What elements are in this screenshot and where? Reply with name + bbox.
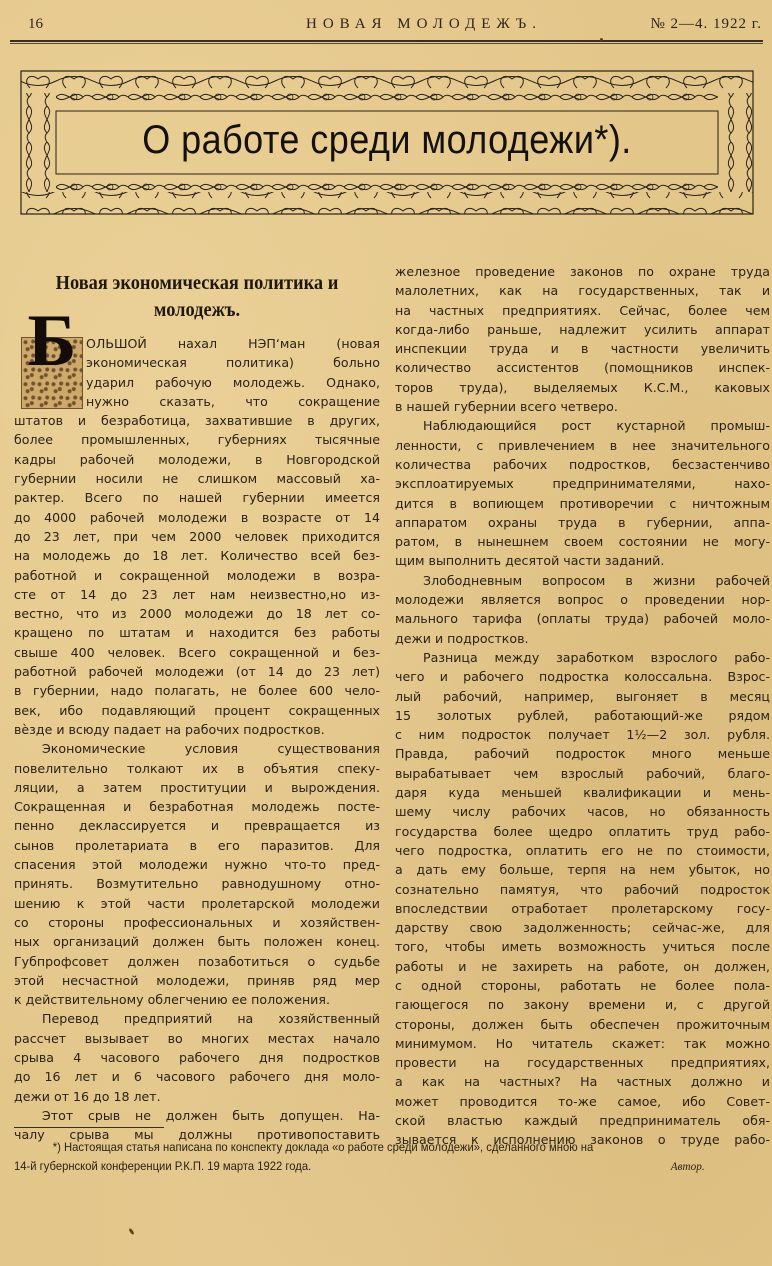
paper-speck	[600, 38, 603, 41]
text-line: штатов и безработица, захватившие в других,	[14, 413, 380, 429]
text-line: железное проведение законов по охране труда	[395, 264, 770, 279]
running-head	[26, 14, 762, 36]
text-line: Наблюдающийся рост кустарной промыш-	[423, 418, 770, 434]
text-line: вестно, что из 2000 молодежи до 18 лет со-	[14, 606, 380, 622]
text-line: провести на государственных предприятиях,	[395, 1055, 770, 1071]
text-line: ляции, а затем проституции и вырождения.	[14, 779, 380, 795]
text-line: впоследствии отработает пролетарскому госу-	[395, 900, 770, 916]
text-line: Правда, рабочий подросток много меньше	[395, 746, 770, 762]
footnote-rule	[14, 1127, 164, 1128]
text-line: работной и сокращенной молодежи в возра-	[14, 567, 380, 583]
text-line: в нашей губернии всего четверо.	[395, 399, 618, 415]
footnote-line-2	[14, 1157, 743, 1176]
text-line: дится в вопиющем противоречии с ничтожным	[395, 495, 770, 511]
text-line: свыше 400 человек. Всего сокращенной и без-	[14, 644, 380, 660]
footnote	[14, 1138, 743, 1176]
text-line: ратом, в нынешнем своем состоянии не могу-	[395, 534, 770, 550]
text-line: в губернии, надо полагать, не более 600 чело-	[14, 683, 380, 699]
text-line: а как на частных? На частных должно и	[395, 1074, 770, 1090]
page-number: 16	[28, 16, 43, 32]
header-rule	[10, 40, 763, 42]
text-line: того, чтобы иметь возможность учиться после	[395, 939, 770, 955]
text-line: Злободневным вопросом в жизни рабочей	[423, 572, 770, 588]
text-line: Экономические условия существования	[42, 741, 380, 757]
text-line: до 16 лет и 6 часового рабочего дня моло-	[14, 1069, 380, 1085]
text-line: чего подростка, оплатить его не по стоимости,	[395, 842, 770, 858]
subheading-line: Новая экономическая политика и	[55, 272, 339, 294]
text-line: вырабатывает чем взрослый рабочий, благо-	[395, 765, 770, 781]
text-line: шему числу рабочих часов, но обязанность	[395, 804, 770, 820]
text-line: вѐзде и всюду падает на рабочих подростков.	[14, 721, 325, 737]
text-line: сте от 14 до 23 лет нам неизвестно,но из-	[14, 586, 380, 602]
text-line: работной рабочей молодежи (от 14 до 23 лет)	[14, 664, 380, 680]
issue-number: № 2—4. 1922 г.	[650, 16, 762, 32]
text-line: торов труда), выделяемых К.С.М., каковых	[395, 379, 770, 395]
text-line: срыва 4 часового рабочего дня подростков	[14, 1049, 380, 1065]
text-line: этой несчастной молодежи, приняв ряд мер	[14, 972, 380, 988]
text-line: губернии носили не слишком массовый ха-	[14, 471, 380, 487]
text-line: до 4000 рабочей молодежи в возрасте от 14	[14, 509, 380, 525]
text-line: кадры рабочей молодежи, в Новгородской	[14, 451, 380, 467]
text-line: со стороны профессиональных и хозяйствен-	[14, 914, 380, 930]
footnote-line: 14-й губернской конференции Р.К.П. 19 марта 1922 года.	[14, 1160, 312, 1173]
journal-title: НОВАЯ МОЛОДЕЖЪ.	[305, 16, 543, 32]
ornamental-title-frame	[20, 70, 754, 215]
text-line: на молодежь до 18 лет. Количество всей без-	[14, 548, 380, 564]
text-line: ской властью каждый предприниматель обя-	[395, 1113, 770, 1129]
text-line: принять. Возмутительно равнодушному отно-	[14, 876, 380, 892]
text-line: работы и не захиреть на работе, он должен,	[395, 958, 770, 974]
text-line: пенно деклассируется и превращается из	[14, 818, 380, 834]
text-line: с одной стороны, работать не более пола-	[395, 977, 770, 993]
text-line: лый рабочий, например, выгоняет в месяц	[395, 688, 770, 704]
text-line: рактер. Всего по нашей губернии имеется	[14, 490, 380, 506]
text-line: более промышленных, губерниях тысячные	[14, 432, 380, 448]
text-line: дежи и подростков.	[395, 630, 529, 646]
header-rule-thin	[10, 43, 763, 44]
text-line: век, ибо подавляющий процент сокращенных	[14, 702, 380, 718]
text-line: количества рабочих подростков, бесзастенчиво	[395, 456, 770, 472]
text-line: мального тарифа (оплаты труда) рабочей моло-	[395, 611, 770, 627]
text-line: ОЛЬШОЙ нахал НЭП‘ман (новая	[86, 336, 380, 351]
text-line: когда-либо раньше, надлежит усилить аппарат	[395, 321, 770, 337]
text-line: рассчет вызывает во многих местах начало	[14, 1030, 380, 1046]
text-line: молодежи является вопрос о проведении нор-	[395, 592, 770, 608]
text-line: с ним подросток получает 1½—2 зол. рубля.	[395, 727, 770, 743]
text-line: Перевод предприятий на хозяйственный	[42, 1011, 380, 1027]
text-line: минимумом. Но читатель скажет: так можно	[395, 1035, 770, 1051]
text-line: кращено по штатам и находится без работы	[14, 625, 380, 641]
right-column-text	[395, 262, 770, 1150]
text-line: Сокращенная и безработная молодежь посте-	[14, 799, 380, 815]
text-line: инспекции труда и в частности увеличить	[395, 341, 770, 357]
text-line: сынов пролетариата в его паразитов. Для	[14, 837, 380, 853]
section-subheading	[29, 270, 366, 324]
text-line: малолетних, как на государственных, так и	[395, 283, 770, 299]
text-line: ных организаций должен быть положен конец.	[14, 934, 380, 950]
text-line: может проводится то-же самое, ибо Совет-	[395, 1093, 770, 1109]
right-column	[395, 262, 770, 1150]
article-title: О работе среди молодежи*).	[142, 118, 632, 162]
text-line: даря куда меньшей квалификации и мень-	[395, 785, 770, 801]
text-line: чалу срыва мы должны противопоставить	[14, 1127, 380, 1143]
text-line: до 23 лет, при чем 2000 человек приходится	[14, 528, 380, 544]
text-line: повелительно толкают их в объятия спеку-	[14, 760, 380, 776]
left-column	[14, 262, 380, 1144]
text-line: экономическая политика) больно	[86, 355, 380, 371]
text-line: щим выполнить десятой части заданий.	[395, 553, 665, 569]
text-line: ленности, с привлечением в нее значительного	[395, 437, 770, 453]
text-line: к действительному облегчению ее положения.	[14, 992, 330, 1008]
text-line: эксплоатируемых предпринимателями, нахо-	[395, 476, 770, 492]
text-line: Губпрофсовет должен позаботиться о судьбе	[14, 953, 380, 969]
text-line: гающегося по закону времени и, с другой	[395, 997, 770, 1013]
text-line: стороны, должен быть обеспечен прожиточным	[395, 1016, 770, 1032]
text-line: ударил рабочую молодежь. Однако,	[86, 374, 380, 390]
text-line: дарству свою задолженность; сейчас-же, для	[395, 920, 770, 936]
text-line: аппаратом охраны труда в губернии, аппа-	[395, 514, 770, 530]
dropcap-ornament-icon	[21, 300, 83, 409]
text-line: Этот срыв не должен быть допущен. На-	[42, 1107, 380, 1123]
text-line: сознательно памятуя, что рабочий подросток	[395, 881, 770, 897]
text-line: государства более щедро оплатить труд рабо-	[395, 823, 770, 839]
text-line: 15 золотых рублей, работающий-же рядом	[395, 707, 770, 723]
text-line: Разница между заработком взрослого рабо-	[423, 649, 770, 665]
text-line: спасения этой молодежи нужно что-то пред-	[14, 857, 380, 873]
footnote-line: *) Настоящая статья написана по конспекту доклада «о работе среди молодежи», сделанного мною на	[52, 1141, 594, 1154]
dropcap-letter: Б	[27, 300, 77, 382]
text-line: дежи от 16 до 18 лет.	[14, 1088, 161, 1104]
text-line: количество ассистентов (помощников инспек-	[395, 360, 770, 376]
text-line: шению к этой части пролетарской молодежи	[14, 895, 380, 911]
text-line: чего и рабочего подростка колоссальна. Взрос-	[395, 669, 770, 685]
text-line: зывается к исполнению законов о труде рабо-	[395, 1132, 770, 1148]
subheading-line: молодежъ.	[153, 299, 241, 321]
text-line: нужно сказать, что сокращение	[86, 393, 380, 409]
paper-speck	[128, 1228, 134, 1235]
text-line: на частных предприятиях. Сейчас, более чем	[395, 302, 770, 318]
footnote-author: Автор.	[670, 1160, 705, 1173]
text-line: а дать ему больше, терпя на нем убыток, но	[395, 862, 770, 878]
